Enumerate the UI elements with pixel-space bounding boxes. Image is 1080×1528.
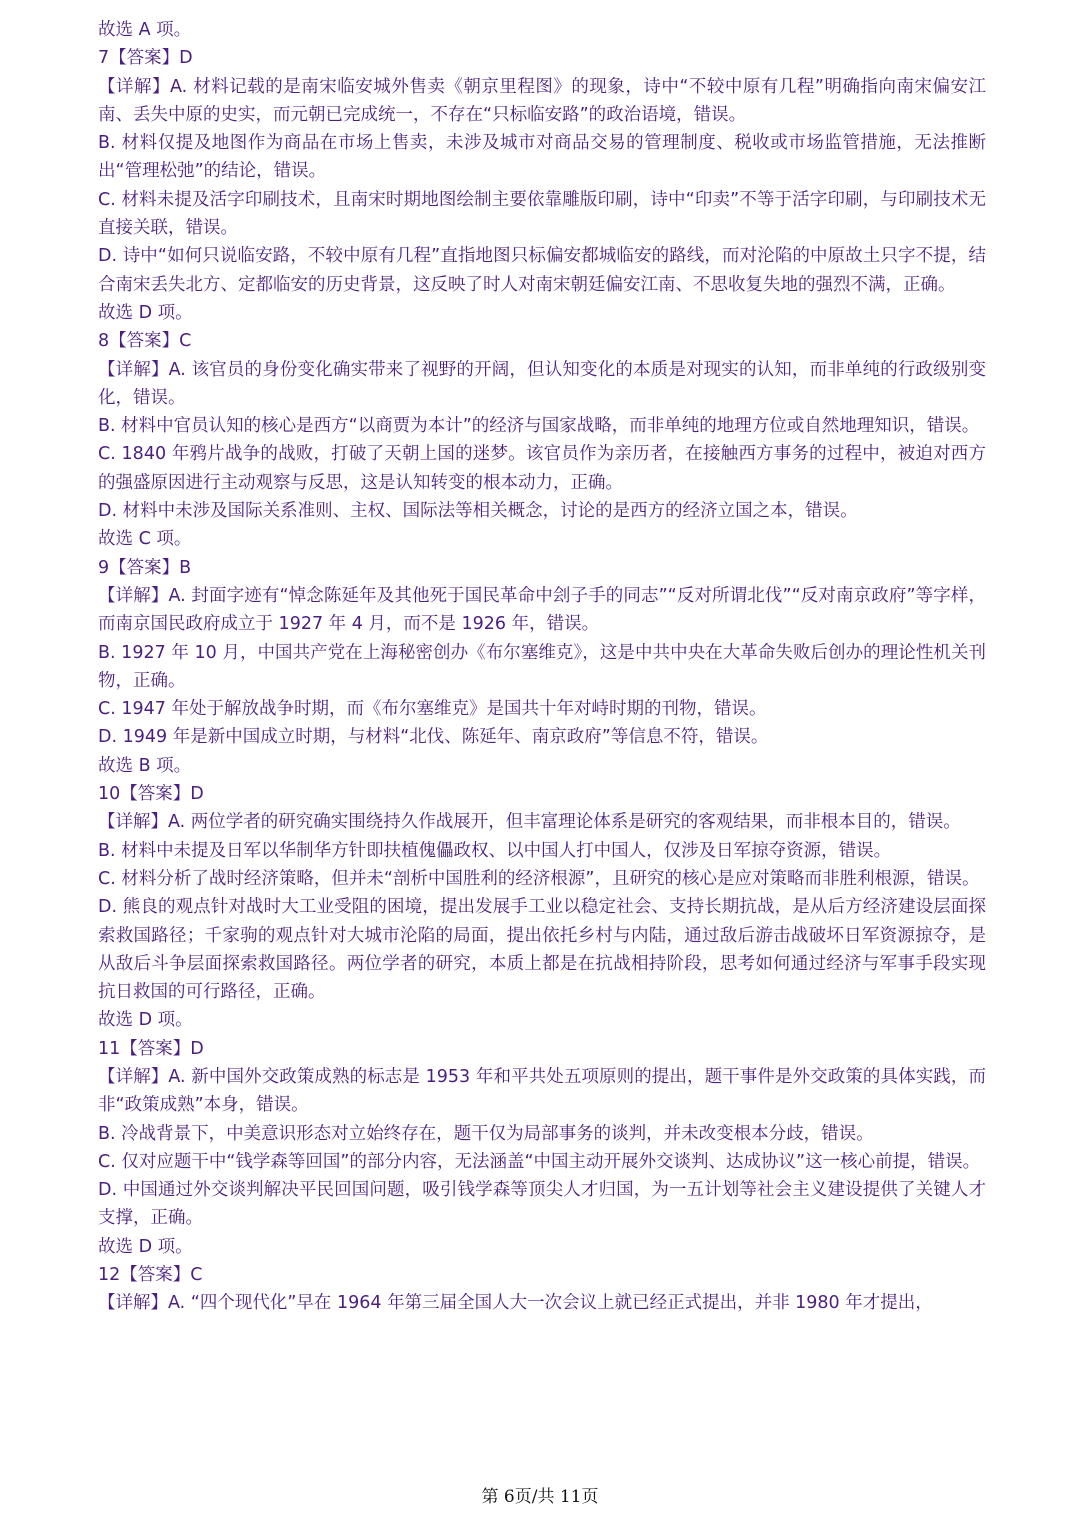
- text-line: 【详解】A. 材料记载的是南宋临安城外售卖《朝京里程图》的现象，诗中“不较中原有几程”明确指向南宋偏安江南、丢失中原的史实，而元朝已完成统一，不存在“只标临安路”的政治语境，错误。: [98, 76, 986, 125]
- text-line: D. 诗中“如何只说临安路，不较中原有几程”直指地图只标偏安都城临安的路线，而对沦陷的中原故土只字不提，结合南宋丢失北方、定都临安的历史背景，这反映了时人对南宋朝廷偏安江南、不思收复失地的强烈不满，正确。: [98, 246, 986, 295]
- text-line: 故选 C 项。: [98, 529, 192, 550]
- text-line: D. 中国通过外交谈判解决平民回国问题，吸引钱学森等顶尖人才归国，为一五计划等社会主义建设提供了关键人才支撑，正确。: [98, 1180, 986, 1229]
- text-line: 【详解】A. 封面字迹有“悼念陈延年及其他死于国民革命中刽子手的同志”“反对所谓北伐”“反对南京政府”等字样，而南京国民政府成立于 1927 年 4 月，而不是 1926 年，错误。: [98, 585, 986, 635]
- text-line: 故选 A 项。: [98, 20, 192, 40]
- answer-heading: 8【答案】C: [98, 331, 192, 352]
- text-line: C. 材料分析了战时经济策略，但并未“剖析中国胜利的经济根源”，且研究的核心是应对策略而非胜利根源，错误。: [98, 868, 980, 889]
- text-line: 【详解】A. 新中国外交政策成熟的标志是 1953 年和平共处五项原则的提出，题干事件是外交政策的具体实践，而非“政策成熟”本身，错误。: [98, 1066, 986, 1116]
- text-line: C. 1840 年鸦片战争的战败，打破了天朝上国的迷梦。该官员作为亲历者，在接触西方事务的过程中，被迫对西方的强盛原因进行主动观察与反思，这是认知转变的根本动力，正确。: [98, 444, 986, 493]
- text-line: B. 材料中官员认知的核心是西方“以商贾为本计”的经济与国家战略，而非单纯的地理方位或自然地理知识，错误。: [98, 416, 980, 437]
- text-line: 【详解】A. 该官员的身份变化确实带来了视野的开阔，但认知变化的本质是对现实的认知，而非单纯的行政级别变化，错误。: [98, 359, 986, 408]
- text-line: D. 熊良的观点针对战时大工业受阻的困境，提出发展手工业以稳定社会、支持长期抗战，是从后方经济建设层面探索救国路径；千家驹的观点针对大城市沦陷的局面，提出依托乡村与内陆，通过敌后游击战破坏日军资源掠夺，是从敌后斗争层面探索救国路径。两位学者的研究，本质上都是在抗战相持阶段，思考如何通过经济与军事手段实现抗日救国的可行路径，正确。: [98, 897, 986, 1003]
- answer-heading: 10【答案】D: [98, 784, 204, 805]
- answer-heading: 7【答案】D: [98, 48, 193, 69]
- text-line: 【详解】A. 两位学者的研究确实围绕持久作战展开，但丰富理论体系是研究的客观结果，而非根本目的，错误。: [98, 812, 961, 833]
- text-line: C. 仅对应题干中“钱学森等回国”的部分内容，无法涵盖“中国主动开展外交谈判、达成协议”这一核心前提，错误。: [98, 1151, 981, 1172]
- text-line: C. 材料未提及活字印刷技术，且南宋时期地图绘制主要依靠雕版印刷，诗中“印卖”不等于活字印刷，与印刷技术无直接关联，错误。: [98, 189, 986, 239]
- answer-heading: 12【答案】C: [98, 1265, 203, 1286]
- page-number: 第 6页/共 11页: [481, 1487, 599, 1507]
- text-line: D. 材料中未涉及国际关系准则、主权、国际法等相关概念，讨论的是西方的经济立国之本，错误。: [98, 501, 858, 522]
- text-line: B. 材料仅提及地图作为商品在市场上售卖，未涉及城市对商品交易的管理制度、税收或市场监管措施，无法推断出“管理松弛”的结论，错误。: [98, 133, 986, 182]
- text-line: 故选 B 项。: [98, 755, 192, 776]
- text-line: 故选 D 项。: [98, 302, 193, 323]
- text-line: B. 1927 年 10 月，中国共产党在上海秘密创办《布尔塞维克》，这是中共中央在大革命失败后创办的理论性机关刊物，正确。: [98, 642, 986, 691]
- text-line: 故选 D 项。: [98, 1010, 193, 1031]
- answer-heading: 9【答案】B: [98, 557, 192, 578]
- answer-heading: 11【答案】D: [98, 1038, 204, 1059]
- page-footer: [0, 1482, 1080, 1507]
- text-line: D. 1949 年是新中国成立时期，与材料“北伐、陈延年、南京政府”等信息不符，错误。: [98, 727, 769, 748]
- answer-explanation-text: [98, 16, 986, 1318]
- text-line: B. 冷战背景下，中美意识形态对立始终存在，题干仅为局部事务的谈判，并未改变根本分歧，错误。: [98, 1123, 874, 1144]
- text-line: 故选 D 项。: [98, 1236, 193, 1257]
- text-line: C. 1947 年处于解放战争时期，而《布尔塞维克》是国共十年对峙时期的刊物，错误。: [98, 699, 767, 720]
- text-line: 【详解】A. “四个现代化”早在 1964 年第三届全国人大一次会议上就已经正式提出，并非 1980 年才提出，: [98, 1293, 933, 1314]
- text-line: B. 材料中未提及日军以华制华方针即扶植傀儡政权、以中国人打中国人，仅涉及日军掠夺资源，错误。: [98, 840, 892, 861]
